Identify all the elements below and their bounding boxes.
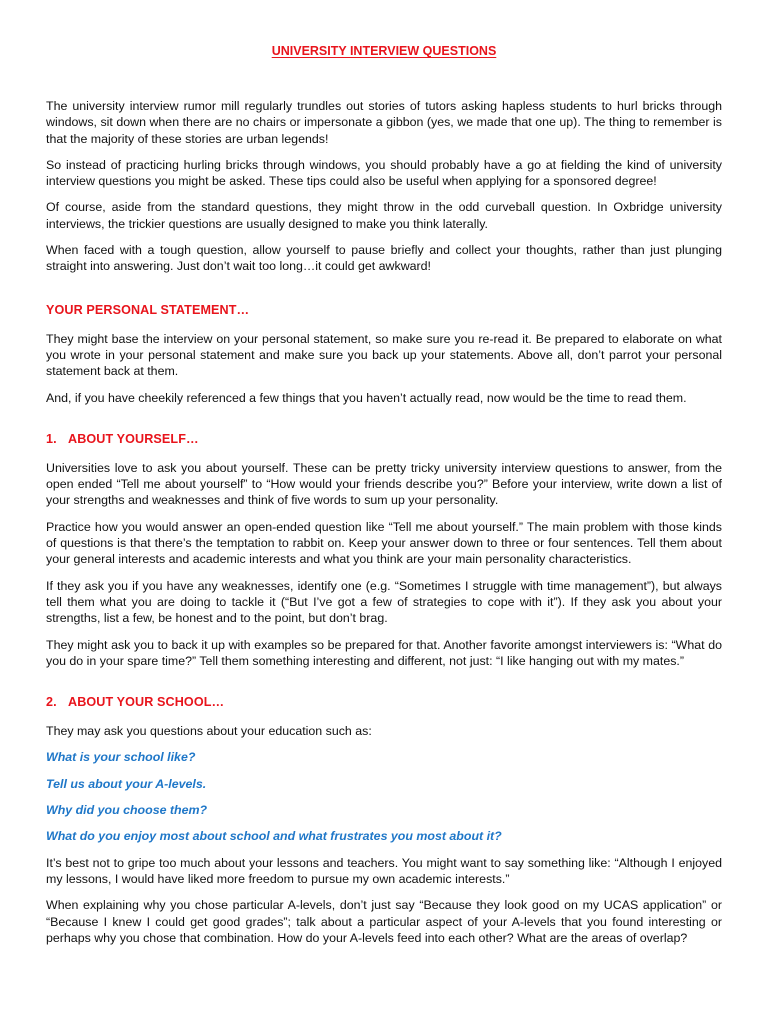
intro-paragraph-1: The university interview rumor mill regularly trundles out stories of tutors asking hapless students to hurl bricks through windows, sit down when there are no chairs or impersonate a gibbon (yes, we made that one up). The thing to remember is that the majority of these stories are urban legends!	[46, 99, 722, 146]
personal-statement-paragraph-1: They might base the interview on your personal statement, so make sure you re-read it. Be prepared to elaborate on what you wrote in your personal statement and make sure you back up your statements. Above all, don’t parrot your personal statement back at them.	[46, 331, 722, 379]
school-question-1: What is your school like?	[46, 750, 196, 765]
about-school-heading-text: ABOUT YOUR SCHOOL…	[68, 695, 225, 710]
about-school-number: 2.	[46, 695, 57, 710]
about-yourself-paragraph-1: Universities love to ask you about yourself. These can be pretty tricky university interview questions to answer, from the open ended “Tell me about yourself” to “How would your friends describe you?” Before your interview, write down a list of your strengths and weaknesses and think of five words to sum up your personality.	[46, 460, 722, 508]
about-yourself-paragraph-4: They might ask you to back it up with examples so be prepared for that. Another favorite amongst interviewers is: “What do you do in your spare time?” Tell them something interesting and different, not just: “I like hanging out with my mates.”	[46, 637, 722, 668]
intro-paragraph-4: When faced with a tough question, allow yourself to pause briefly and collect your thoughts, rather than just plunging straight into answering. Just don’t wait too long…it could get awkward!	[46, 243, 722, 274]
about-school-heading	[46, 695, 722, 709]
document-body	[46, 98, 722, 956]
personal-statement-paragraph-2: And, if you have cheekily referenced a few things that you haven’t actually read, now would be the time to read them.	[46, 390, 687, 405]
about-school-paragraph-2: When explaining why you chose particular A-levels, don’t just say “Because they look good on my UCAS application” or “Because I knew I could get good grades”; talk about a particular aspect of your A-levels that you found interesting or perhaps why you chose that combination. How do your A-levels feed into each other? What are the areas of overlap?	[46, 898, 722, 945]
school-question-3: Why did you choose them?	[46, 803, 208, 818]
about-yourself-number: 1.	[46, 431, 57, 446]
personal-statement-heading: YOUR PERSONAL STATEMENT…	[46, 302, 250, 317]
intro-paragraph-3: Of course, aside from the standard questions, they might throw in the odd curveball question. In Oxbridge university interviews, the trickier questions are usually designed to make you think laterally.	[46, 200, 722, 231]
about-yourself-paragraph-2: Practice how you would answer an open-ended question like “Tell me about yourself.” The main problem with those kinds of questions is that there’s the temptation to rabbit on. Keep your answer down to three or four sentences. Tell them about your general interests and academic interests and what you think are your main personality characteristics.	[46, 519, 722, 567]
about-school-lead: They may ask you questions about your education such as:	[46, 724, 372, 739]
about-yourself-heading	[46, 432, 722, 446]
about-yourself-heading-text: ABOUT YOURSELF…	[68, 431, 199, 446]
school-question-2: Tell us about your A-levels.	[46, 776, 207, 791]
document-title: UNIVERSITY INTERVIEW QUESTIONS	[271, 44, 497, 58]
about-school-paragraph-1: It’s best not to gripe too much about your lessons and teachers. You might want to say something like: “Although I enjoyed my lessons, I would have liked more freedom to pursue my own academic interests.”	[46, 855, 722, 886]
intro-paragraph-2: So instead of practicing hurling bricks through windows, you should probably have a go at fielding the kind of university interview questions you might be asked. These tips could also be useful when applying for a sponsored degree!	[46, 157, 722, 189]
school-question-4: What do you enjoy most about school and what frustrates you most about it?	[46, 829, 502, 844]
about-yourself-paragraph-3: If they ask you if you have any weaknesses, identify one (e.g. “Sometimes I struggle with time management”), but always tell them what you are doing to tackle it (“But I’ve got a few of strategies to cope with it”). If they ask you about your strengths, list a few, be honest and to the point, but don’t brag.	[46, 578, 722, 626]
